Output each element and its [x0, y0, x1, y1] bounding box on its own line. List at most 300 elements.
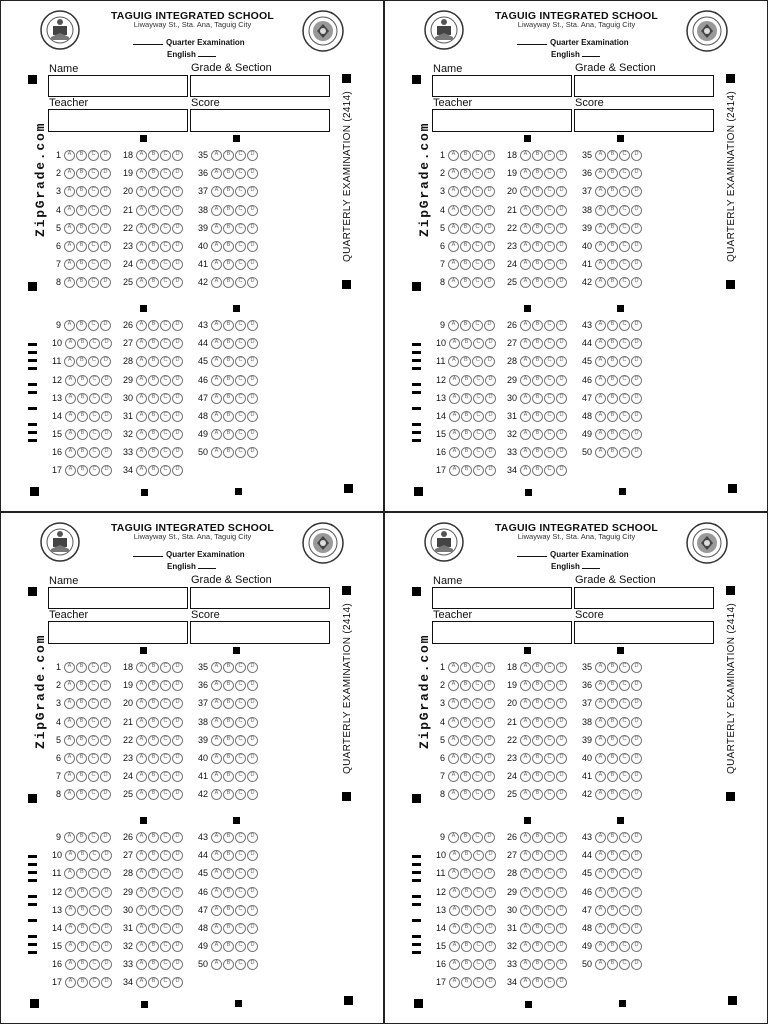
answer-bubble-d[interactable]: D [484, 168, 495, 179]
answer-bubble-c[interactable]: C [160, 887, 171, 898]
answer-bubble-b[interactable]: B [223, 850, 234, 861]
answer-bubble-c[interactable]: C [544, 850, 555, 861]
answer-bubble-d[interactable]: D [247, 168, 258, 179]
answer-bubble-b[interactable]: B [461, 977, 472, 988]
answer-bubble-a[interactable]: A [520, 465, 531, 476]
answer-bubble-c[interactable]: C [235, 680, 246, 691]
answer-bubble-c[interactable]: C [235, 241, 246, 252]
answer-bubble-c[interactable]: C [235, 941, 246, 952]
answer-bubble-b[interactable]: B [223, 223, 234, 234]
answer-bubble-c[interactable]: C [235, 150, 246, 161]
answer-bubble-a[interactable]: A [448, 259, 459, 270]
answer-bubble-b[interactable]: B [607, 680, 618, 691]
answer-bubble-a[interactable]: A [136, 753, 147, 764]
answer-bubble-a[interactable]: A [520, 338, 531, 349]
answer-bubble-d[interactable]: D [631, 338, 642, 349]
answer-bubble-c[interactable]: C [88, 662, 99, 673]
answer-bubble-d[interactable]: D [485, 375, 496, 386]
answer-bubble-d[interactable]: D [485, 447, 496, 458]
answer-bubble-d[interactable]: D [556, 447, 567, 458]
answer-bubble-c[interactable]: C [473, 447, 484, 458]
answer-bubble-d[interactable]: D [172, 223, 183, 234]
answer-bubble-a[interactable]: A [211, 168, 222, 179]
answer-bubble-c[interactable]: C [160, 356, 171, 367]
answer-bubble-c[interactable]: C [619, 789, 630, 800]
answer-bubble-b[interactable]: B [77, 393, 88, 404]
answer-bubble-b[interactable]: B [460, 735, 471, 746]
answer-bubble-a[interactable]: A [520, 868, 531, 879]
answer-bubble-b[interactable]: B [148, 429, 159, 440]
answer-bubble-a[interactable]: A [64, 662, 75, 673]
answer-bubble-d[interactable]: D [247, 447, 258, 458]
answer-bubble-d[interactable]: D [172, 205, 183, 216]
answer-bubble-a[interactable]: A [595, 320, 606, 331]
answer-bubble-a[interactable]: A [520, 680, 531, 691]
answer-bubble-a[interactable]: A [136, 411, 147, 422]
answer-bubble-d[interactable]: D [556, 698, 567, 709]
answer-bubble-a[interactable]: A [595, 868, 606, 879]
answer-bubble-d[interactable]: D [172, 150, 183, 161]
answer-bubble-c[interactable]: C [619, 393, 630, 404]
answer-bubble-b[interactable]: B [532, 850, 543, 861]
answer-bubble-d[interactable]: D [101, 923, 112, 934]
answer-bubble-c[interactable]: C [88, 717, 99, 728]
answer-bubble-b[interactable]: B [223, 429, 234, 440]
answer-bubble-c[interactable]: C [472, 771, 483, 782]
answer-bubble-d[interactable]: D [631, 771, 642, 782]
answer-bubble-d[interactable]: D [631, 241, 642, 252]
answer-bubble-c[interactable]: C [619, 320, 630, 331]
answer-bubble-c[interactable]: C [88, 241, 99, 252]
answer-bubble-c[interactable]: C [473, 411, 484, 422]
answer-bubble-d[interactable]: D [631, 356, 642, 367]
answer-bubble-b[interactable]: B [607, 698, 618, 709]
answer-bubble-c[interactable]: C [619, 680, 630, 691]
answer-bubble-d[interactable]: D [172, 941, 183, 952]
answer-bubble-d[interactable]: D [556, 168, 567, 179]
answer-bubble-b[interactable]: B [76, 753, 87, 764]
answer-bubble-b[interactable]: B [76, 186, 87, 197]
answer-bubble-d[interactable]: D [247, 375, 258, 386]
answer-bubble-d[interactable]: D [100, 771, 111, 782]
answer-bubble-a[interactable]: A [520, 186, 531, 197]
answer-bubble-a[interactable]: A [64, 223, 75, 234]
answer-bubble-d[interactable]: D [631, 941, 642, 952]
answer-bubble-d[interactable]: D [484, 186, 495, 197]
answer-bubble-b[interactable]: B [148, 887, 159, 898]
answer-bubble-b[interactable]: B [223, 735, 234, 746]
answer-bubble-c[interactable]: C [544, 241, 555, 252]
answer-bubble-b[interactable]: B [532, 338, 543, 349]
answer-bubble-d[interactable]: D [556, 465, 567, 476]
answer-bubble-a[interactable]: A [449, 393, 460, 404]
answer-bubble-a[interactable]: A [448, 735, 459, 746]
answer-bubble-d[interactable]: D [100, 150, 111, 161]
answer-bubble-a[interactable]: A [449, 977, 460, 988]
answer-bubble-d[interactable]: D [172, 662, 183, 673]
answer-bubble-b[interactable]: B [607, 320, 618, 331]
answer-bubble-a[interactable]: A [520, 959, 531, 970]
answer-bubble-b[interactable]: B [148, 959, 159, 970]
answer-bubble-c[interactable]: C [472, 832, 483, 843]
answer-bubble-a[interactable]: A [211, 753, 222, 764]
answer-bubble-c[interactable]: C [88, 277, 99, 288]
answer-bubble-a[interactable]: A [64, 680, 75, 691]
answer-bubble-d[interactable]: D [556, 241, 567, 252]
answer-bubble-d[interactable]: D [100, 868, 111, 879]
answer-bubble-d[interactable]: D [485, 338, 496, 349]
answer-bubble-d[interactable]: D [556, 977, 567, 988]
answer-bubble-c[interactable]: C [160, 259, 171, 270]
answer-bubble-a[interactable]: A [136, 393, 147, 404]
answer-bubble-c[interactable]: C [544, 447, 555, 458]
answer-bubble-b[interactable]: B [532, 393, 543, 404]
answer-bubble-a[interactable]: A [449, 923, 460, 934]
answer-bubble-c[interactable]: C [544, 735, 555, 746]
answer-bubble-a[interactable]: A [136, 205, 147, 216]
answer-bubble-a[interactable]: A [448, 241, 459, 252]
answer-bubble-b[interactable]: B [532, 680, 543, 691]
answer-bubble-a[interactable]: A [595, 356, 606, 367]
answer-bubble-d[interactable]: D [172, 923, 183, 934]
answer-bubble-a[interactable]: A [211, 447, 222, 458]
answer-bubble-d[interactable]: D [485, 465, 496, 476]
answer-bubble-b[interactable]: B [148, 905, 159, 916]
answer-bubble-a[interactable]: A [520, 850, 531, 861]
grade-section-field[interactable] [574, 587, 714, 609]
name-field[interactable] [432, 75, 572, 97]
answer-bubble-c[interactable]: C [544, 832, 555, 843]
answer-bubble-a[interactable]: A [211, 150, 222, 161]
answer-bubble-a[interactable]: A [448, 832, 459, 843]
answer-bubble-b[interactable]: B [461, 905, 472, 916]
answer-bubble-c[interactable]: C [235, 356, 246, 367]
answer-bubble-a[interactable]: A [448, 356, 459, 367]
answer-bubble-a[interactable]: A [211, 850, 222, 861]
answer-bubble-d[interactable]: D [484, 753, 495, 764]
answer-bubble-a[interactable]: A [211, 771, 222, 782]
answer-bubble-b[interactable]: B [460, 868, 471, 879]
answer-bubble-d[interactable]: D [247, 923, 258, 934]
answer-bubble-c[interactable]: C [472, 223, 483, 234]
answer-bubble-d[interactable]: D [101, 941, 112, 952]
answer-bubble-a[interactable]: A [520, 717, 531, 728]
answer-bubble-b[interactable]: B [148, 356, 159, 367]
answer-bubble-c[interactable]: C [619, 941, 630, 952]
answer-bubble-a[interactable]: A [595, 832, 606, 843]
answer-bubble-b[interactable]: B [607, 186, 618, 197]
answer-bubble-c[interactable]: C [619, 905, 630, 916]
answer-bubble-d[interactable]: D [484, 320, 495, 331]
answer-bubble-d[interactable]: D [485, 923, 496, 934]
answer-bubble-a[interactable]: A [448, 680, 459, 691]
answer-bubble-b[interactable]: B [532, 771, 543, 782]
answer-bubble-c[interactable]: C [235, 393, 246, 404]
answer-bubble-c[interactable]: C [472, 717, 483, 728]
answer-bubble-b[interactable]: B [461, 375, 472, 386]
answer-bubble-d[interactable]: D [556, 717, 567, 728]
quarter-blank[interactable] [133, 37, 163, 45]
answer-bubble-c[interactable]: C [544, 923, 555, 934]
answer-bubble-d[interactable]: D [172, 977, 183, 988]
answer-bubble-b[interactable]: B [532, 832, 543, 843]
answer-bubble-b[interactable]: B [460, 320, 471, 331]
answer-bubble-d[interactable]: D [631, 887, 642, 898]
answer-bubble-b[interactable]: B [607, 338, 618, 349]
answer-bubble-c[interactable]: C [544, 205, 555, 216]
answer-bubble-c[interactable]: C [544, 771, 555, 782]
answer-bubble-a[interactable]: A [211, 662, 222, 673]
answer-bubble-c[interactable]: C [89, 905, 100, 916]
answer-bubble-a[interactable]: A [520, 205, 531, 216]
answer-bubble-b[interactable]: B [223, 941, 234, 952]
answer-bubble-a[interactable]: A [211, 338, 222, 349]
answer-bubble-b[interactable]: B [532, 411, 543, 422]
answer-bubble-c[interactable]: C [160, 698, 171, 709]
answer-bubble-b[interactable]: B [76, 277, 87, 288]
answer-bubble-a[interactable]: A [595, 941, 606, 952]
answer-bubble-c[interactable]: C [89, 393, 100, 404]
answer-bubble-a[interactable]: A [595, 277, 606, 288]
answer-bubble-b[interactable]: B [532, 868, 543, 879]
answer-bubble-c[interactable]: C [160, 662, 171, 673]
answer-bubble-d[interactable]: D [484, 259, 495, 270]
answer-bubble-c[interactable]: C [472, 186, 483, 197]
answer-bubble-a[interactable]: A [65, 905, 76, 916]
answer-bubble-a[interactable]: A [64, 789, 75, 800]
answer-bubble-c[interactable]: C [88, 320, 99, 331]
answer-bubble-b[interactable]: B [532, 753, 543, 764]
answer-bubble-b[interactable]: B [76, 168, 87, 179]
answer-bubble-d[interactable]: D [631, 959, 642, 970]
answer-bubble-c[interactable]: C [160, 941, 171, 952]
answer-bubble-a[interactable]: A [520, 698, 531, 709]
answer-bubble-a[interactable]: A [595, 186, 606, 197]
answer-bubble-c[interactable]: C [544, 259, 555, 270]
answer-bubble-c[interactable]: C [160, 223, 171, 234]
answer-bubble-b[interactable]: B [223, 375, 234, 386]
answer-bubble-b[interactable]: B [223, 771, 234, 782]
answer-bubble-b[interactable]: B [607, 850, 618, 861]
answer-bubble-b[interactable]: B [148, 771, 159, 782]
answer-bubble-d[interactable]: D [631, 259, 642, 270]
answer-bubble-a[interactable]: A [211, 680, 222, 691]
answer-bubble-a[interactable]: A [520, 411, 531, 422]
answer-bubble-a[interactable]: A [211, 789, 222, 800]
answer-bubble-a[interactable]: A [520, 320, 531, 331]
answer-bubble-a[interactable]: A [449, 411, 460, 422]
answer-bubble-a[interactable]: A [211, 941, 222, 952]
answer-bubble-a[interactable]: A [136, 465, 147, 476]
answer-bubble-c[interactable]: C [89, 887, 100, 898]
answer-bubble-a[interactable]: A [595, 887, 606, 898]
answer-bubble-a[interactable]: A [448, 753, 459, 764]
answer-bubble-a[interactable]: A [136, 277, 147, 288]
answer-bubble-d[interactable]: D [247, 771, 258, 782]
answer-bubble-d[interactable]: D [100, 662, 111, 673]
answer-bubble-b[interactable]: B [460, 168, 471, 179]
answer-bubble-d[interactable]: D [484, 205, 495, 216]
answer-bubble-a[interactable]: A [136, 320, 147, 331]
answer-bubble-b[interactable]: B [76, 320, 87, 331]
answer-bubble-a[interactable]: A [136, 977, 147, 988]
answer-bubble-b[interactable]: B [223, 186, 234, 197]
answer-bubble-d[interactable]: D [484, 277, 495, 288]
answer-bubble-d[interactable]: D [631, 320, 642, 331]
answer-bubble-b[interactable]: B [223, 338, 234, 349]
answer-bubble-b[interactable]: B [223, 259, 234, 270]
answer-bubble-d[interactable]: D [172, 753, 183, 764]
answer-bubble-b[interactable]: B [223, 411, 234, 422]
answer-bubble-c[interactable]: C [89, 375, 100, 386]
answer-bubble-d[interactable]: D [247, 338, 258, 349]
answer-bubble-a[interactable]: A [64, 698, 75, 709]
answer-bubble-a[interactable]: A [136, 941, 147, 952]
answer-bubble-b[interactable]: B [532, 959, 543, 970]
answer-bubble-c[interactable]: C [235, 735, 246, 746]
answer-bubble-d[interactable]: D [101, 375, 112, 386]
answer-bubble-d[interactable]: D [172, 356, 183, 367]
answer-bubble-b[interactable]: B [607, 429, 618, 440]
answer-bubble-d[interactable]: D [101, 393, 112, 404]
answer-bubble-a[interactable]: A [520, 429, 531, 440]
answer-bubble-c[interactable]: C [472, 662, 483, 673]
answer-bubble-a[interactable]: A [520, 241, 531, 252]
answer-bubble-d[interactable]: D [247, 905, 258, 916]
answer-bubble-d[interactable]: D [172, 832, 183, 843]
answer-bubble-c[interactable]: C [89, 977, 100, 988]
answer-bubble-d[interactable]: D [172, 465, 183, 476]
answer-bubble-b[interactable]: B [77, 850, 88, 861]
answer-bubble-b[interactable]: B [532, 717, 543, 728]
answer-bubble-b[interactable]: B [532, 429, 543, 440]
answer-bubble-b[interactable]: B [76, 698, 87, 709]
answer-bubble-d[interactable]: D [556, 905, 567, 916]
answer-bubble-c[interactable]: C [88, 753, 99, 764]
answer-bubble-a[interactable]: A [65, 429, 76, 440]
answer-bubble-b[interactable]: B [460, 186, 471, 197]
answer-bubble-b[interactable]: B [532, 698, 543, 709]
answer-bubble-a[interactable]: A [595, 411, 606, 422]
answer-bubble-c[interactable]: C [619, 186, 630, 197]
answer-bubble-a[interactable]: A [64, 735, 75, 746]
answer-bubble-b[interactable]: B [76, 789, 87, 800]
answer-bubble-b[interactable]: B [532, 923, 543, 934]
answer-bubble-d[interactable]: D [484, 735, 495, 746]
answer-bubble-c[interactable]: C [160, 868, 171, 879]
answer-bubble-c[interactable]: C [160, 959, 171, 970]
answer-bubble-b[interactable]: B [148, 662, 159, 673]
answer-bubble-d[interactable]: D [631, 411, 642, 422]
answer-bubble-c[interactable]: C [235, 375, 246, 386]
answer-bubble-a[interactable]: A [136, 223, 147, 234]
answer-bubble-a[interactable]: A [211, 868, 222, 879]
answer-bubble-d[interactable]: D [631, 753, 642, 764]
answer-bubble-a[interactable]: A [136, 356, 147, 367]
answer-bubble-a[interactable]: A [595, 789, 606, 800]
answer-bubble-a[interactable]: A [64, 320, 75, 331]
answer-bubble-d[interactable]: D [631, 905, 642, 916]
answer-bubble-a[interactable]: A [520, 447, 531, 458]
quarter-blank[interactable] [517, 549, 547, 557]
answer-bubble-c[interactable]: C [88, 832, 99, 843]
answer-bubble-c[interactable]: C [235, 698, 246, 709]
answer-bubble-d[interactable]: D [556, 923, 567, 934]
answer-bubble-a[interactable]: A [211, 241, 222, 252]
answer-bubble-a[interactable]: A [136, 447, 147, 458]
answer-bubble-d[interactable]: D [484, 771, 495, 782]
answer-bubble-d[interactable]: D [556, 205, 567, 216]
answer-bubble-c[interactable]: C [544, 717, 555, 728]
answer-bubble-b[interactable]: B [461, 850, 472, 861]
answer-bubble-b[interactable]: B [148, 465, 159, 476]
answer-bubble-a[interactable]: A [136, 735, 147, 746]
answer-bubble-d[interactable]: D [631, 223, 642, 234]
answer-bubble-b[interactable]: B [77, 977, 88, 988]
answer-bubble-a[interactable]: A [136, 338, 147, 349]
score-field[interactable] [190, 109, 330, 132]
answer-bubble-c[interactable]: C [544, 959, 555, 970]
answer-bubble-b[interactable]: B [461, 923, 472, 934]
answer-bubble-a[interactable]: A [448, 168, 459, 179]
answer-bubble-d[interactable]: D [247, 753, 258, 764]
answer-bubble-c[interactable]: C [88, 789, 99, 800]
answer-bubble-d[interactable]: D [631, 850, 642, 861]
answer-bubble-d[interactable]: D [556, 735, 567, 746]
answer-bubble-c[interactable]: C [544, 887, 555, 898]
answer-bubble-c[interactable]: C [473, 905, 484, 916]
answer-bubble-c[interactable]: C [473, 923, 484, 934]
answer-bubble-d[interactable]: D [485, 959, 496, 970]
answer-bubble-d[interactable]: D [172, 429, 183, 440]
answer-bubble-d[interactable]: D [247, 186, 258, 197]
answer-bubble-b[interactable]: B [607, 735, 618, 746]
answer-bubble-d[interactable]: D [247, 205, 258, 216]
answer-bubble-c[interactable]: C [160, 411, 171, 422]
answer-bubble-d[interactable]: D [101, 905, 112, 916]
answer-bubble-d[interactable]: D [485, 887, 496, 898]
answer-bubble-b[interactable]: B [460, 150, 471, 161]
answer-bubble-a[interactable]: A [211, 905, 222, 916]
answer-bubble-a[interactable]: A [448, 717, 459, 728]
answer-bubble-d[interactable]: D [556, 259, 567, 270]
answer-bubble-a[interactable]: A [595, 923, 606, 934]
answer-bubble-b[interactable]: B [461, 465, 472, 476]
answer-bubble-b[interactable]: B [148, 411, 159, 422]
answer-bubble-b[interactable]: B [607, 168, 618, 179]
answer-bubble-d[interactable]: D [556, 887, 567, 898]
answer-bubble-d[interactable]: D [247, 320, 258, 331]
answer-bubble-c[interactable]: C [235, 186, 246, 197]
answer-bubble-c[interactable]: C [160, 771, 171, 782]
answer-bubble-b[interactable]: B [532, 241, 543, 252]
answer-bubble-d[interactable]: D [247, 959, 258, 970]
answer-bubble-c[interactable]: C [89, 338, 100, 349]
answer-bubble-a[interactable]: A [449, 447, 460, 458]
answer-bubble-b[interactable]: B [460, 241, 471, 252]
answer-bubble-b[interactable]: B [148, 150, 159, 161]
answer-bubble-c[interactable]: C [160, 680, 171, 691]
answer-bubble-c[interactable]: C [235, 717, 246, 728]
answer-bubble-c[interactable]: C [619, 447, 630, 458]
name-field[interactable] [48, 75, 188, 97]
answer-bubble-d[interactable]: D [484, 680, 495, 691]
answer-bubble-d[interactable]: D [556, 186, 567, 197]
answer-bubble-c[interactable]: C [160, 277, 171, 288]
answer-bubble-c[interactable]: C [88, 205, 99, 216]
answer-bubble-d[interactable]: D [485, 905, 496, 916]
answer-bubble-b[interactable]: B [223, 923, 234, 934]
